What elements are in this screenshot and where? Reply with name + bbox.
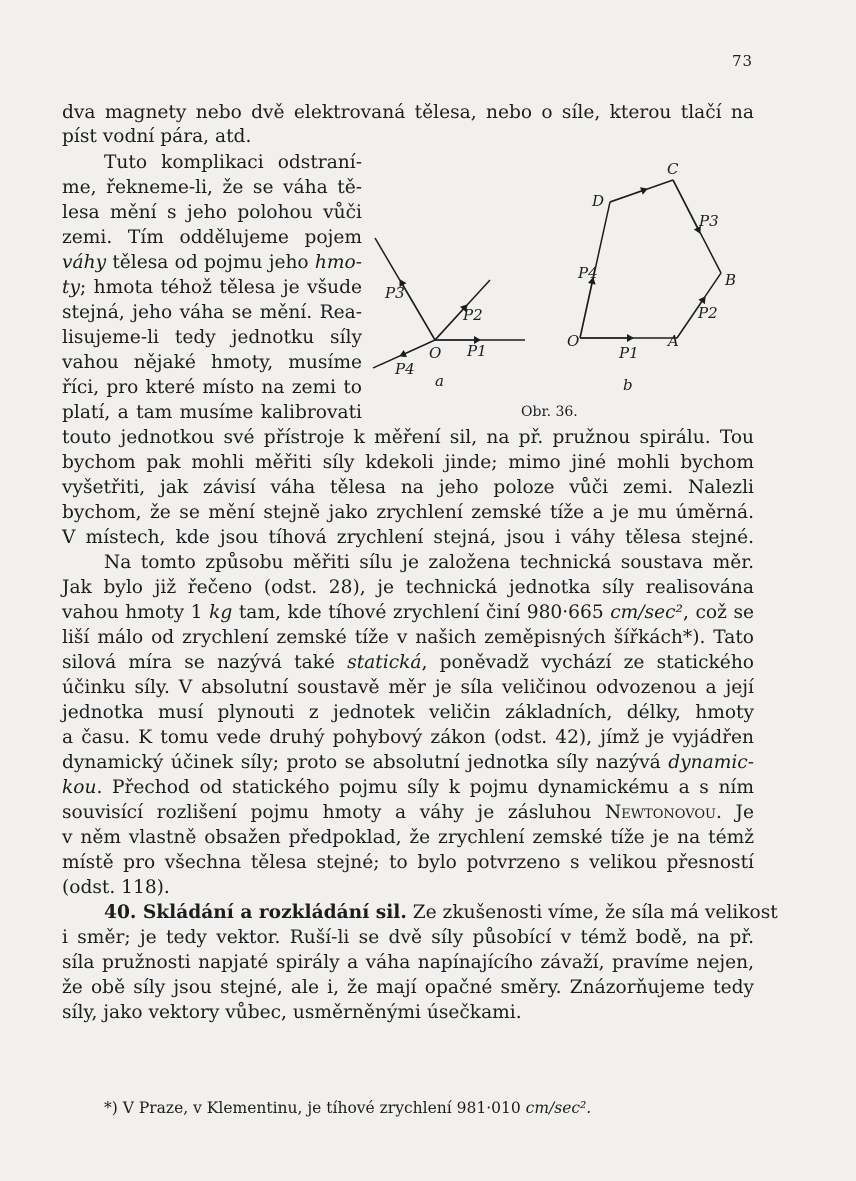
text-line: i směr; je tedy vektor. Ruší-li se dvě síly působící v témž bodě, na př. [62, 927, 754, 948]
text-span: silová míra se nazývá také [62, 652, 335, 673]
text-line: me, řekneme-li, že se váha tě- [62, 177, 362, 198]
text-span: vahou hmoty 1 [62, 602, 203, 623]
text-line: bychom pak mohli měřiti síly kdekoli jinde; mimo jiné mohli bychom [62, 452, 754, 473]
italic-word: váhy [62, 252, 107, 273]
text-span: tam, kde tíhové zrychlení činí 980·665 [238, 602, 604, 623]
figure-36 [355, 150, 755, 425]
italic-word: kou [62, 777, 97, 798]
text-span: . Je [716, 802, 754, 823]
figure-caption: Obr. 36. [521, 404, 578, 420]
italic-unit: cm/sec² [610, 602, 683, 623]
text-line [62, 776, 754, 800]
label-c-point: C [667, 160, 679, 178]
label-o: O [429, 344, 442, 362]
text-span: souvisící rozlišení pojmu hmoty a váhy je zásluhou [62, 802, 592, 823]
polygon-arrow-p3 [673, 180, 700, 233]
label-b-point: B [725, 271, 737, 289]
label-p2-b: P2 [698, 304, 718, 322]
label-a: a [435, 372, 444, 390]
text-line [62, 251, 362, 275]
italic-word: statická [347, 652, 422, 673]
text-line: píst vodní pára, atd. [62, 126, 252, 147]
label-p4: P4 [395, 360, 415, 378]
text-line [62, 276, 362, 300]
text-line: dva magnety nebo dvě elektrovaná tělesa, nebo o síle, kterou tlačí na [62, 102, 754, 123]
text-line: jednotka musí plynouti z jednotek veličin základních, délky, hmoty [62, 702, 754, 723]
text-line [104, 901, 778, 925]
text-line: bychom, že se mění stejně jako zrychlení zemské tíže a je mu úměrná. [62, 502, 754, 523]
text-line: liší málo od zrychlení zemské tíže v našich zeměpisných šířkách*). Tato [62, 627, 754, 648]
polygon-arrow-pc [610, 189, 647, 202]
text-line: lisujeme-li tedy jednotku síly [62, 327, 362, 348]
italic-word: ty [62, 277, 80, 298]
footnote [104, 1099, 591, 1117]
text-line: stejná, jeho váha se mění. Rea- [62, 302, 362, 323]
text-span: dynamický účinek síly; proto se absolutní jednotka síly nazývá [62, 752, 661, 773]
label-o-b: O [567, 332, 580, 350]
text-line: Tuto komplikaci odstraní- [104, 152, 362, 173]
label-a-point: A [668, 332, 679, 350]
label-p3: P3 [385, 284, 405, 302]
text-line: a času. K tomu vede druhý pohybový zákon (odst. 42), jímž je vyjádřen [62, 727, 754, 748]
label-p2: P2 [463, 306, 483, 324]
text-line: zemi. Tím oddělujeme pojem [62, 227, 362, 248]
text-line: lesa mění s jeho polohou vůči [62, 202, 362, 223]
text-line: V místech, kde jsou tíhová zrychlení stejná, jsou i váhy tělesa stejné. [62, 527, 754, 548]
text-line: síla pružnosti napjaté spirály a váha napínajícího závaží, pravíme nejen, [62, 952, 754, 973]
text-line: síly, jako vektory vůbec, usměrněnými úsečkami. [62, 1002, 522, 1023]
section-heading: 40. Skládání a rozkládání sil. [104, 902, 407, 923]
text-line: touto jednotkou své přístroje k měření sil, na př. pružnou spirálu. Tou [62, 427, 754, 448]
text-line [62, 601, 754, 625]
text-line: říci, pro které místo na zemi to [62, 377, 362, 398]
text-span: Ze zkušenosti víme, že síla má velikost [412, 902, 778, 923]
italic-unit: kg [209, 602, 233, 623]
polygon-arrow-r [580, 278, 593, 338]
text-line [62, 651, 754, 675]
text-span: . Přechod od statického pojmu síly k pojmu dynamickému a s ním [96, 777, 754, 798]
footnote-unit: cm/sec². [525, 1099, 592, 1117]
text-line: místě pro všechna tělesa stejné; to bylo potvrzeno s velikou přesností [62, 852, 754, 873]
label-p1: P1 [467, 342, 487, 360]
page-number: 73 [732, 52, 754, 70]
italic-word: dynamic- [668, 752, 754, 773]
text-span: , poněvadž vychází ze statického [421, 652, 754, 673]
label-d-point: D [592, 192, 605, 210]
label-p3-b: P3 [699, 212, 719, 230]
label-b: b [623, 376, 633, 394]
footnote-text: *) V Praze, v Klementinu, je tíhové zrychlení 981·010 [104, 1099, 521, 1117]
text-line: vyšetřiti, jak závisí váha tělesa na jeho poloze vůči zemi. Nalezli [62, 477, 754, 498]
text-line [62, 751, 754, 775]
text-line: v něm vlastně obsažen předpoklad, že zrychlení zemské tíže je na témž [62, 827, 754, 848]
text-line: Na tomto způsobu měřiti sílu je založena technická soustava měr. [104, 552, 754, 573]
smallcaps-name: Newtonovou [604, 802, 716, 823]
text-line: platí, a tam musíme kalibrovati [62, 402, 362, 423]
text-line: (odst. 118). [62, 877, 170, 898]
text-span: , což se [682, 602, 754, 623]
force-arrow-p3 [400, 280, 435, 340]
label-p1-b: P1 [619, 344, 639, 362]
text-line: Jak bylo již řečeno (odst. 28), je technická jednotka síly realisována [62, 577, 754, 598]
text-line: že obě síly jsou stejné, ale i, že mají opačné směry. Znázorňujeme tedy [62, 977, 754, 998]
text-line: vahou nějaké hmoty, musíme [62, 352, 362, 373]
text-span: ; hmota téhož tělesa je všude [79, 277, 362, 298]
text-line [62, 801, 754, 825]
label-r: P4 [578, 264, 598, 282]
italic-word: hmo- [314, 252, 362, 273]
text-line: účinku síly. V absolutní soustavě měr je síla veličinou odvozenou a její [62, 677, 754, 698]
text-span: tělesa od pojmu jeho [112, 252, 309, 273]
